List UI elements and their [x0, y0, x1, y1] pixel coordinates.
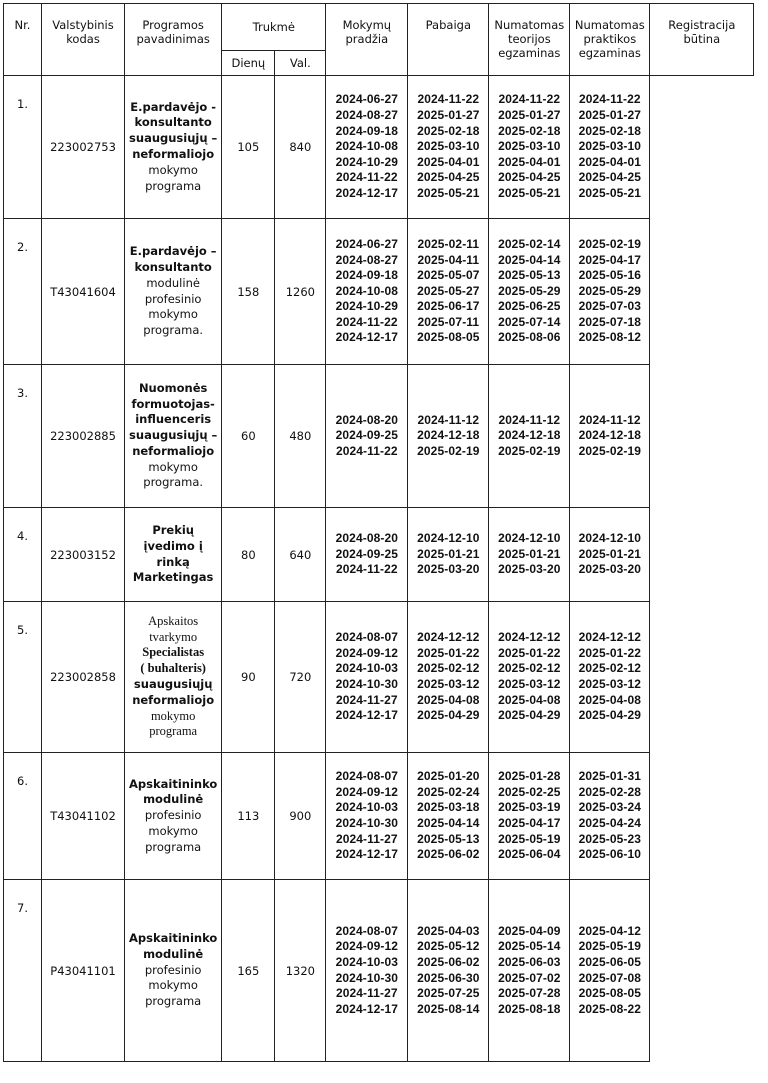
theory-date: 2025-02-19 — [498, 443, 561, 458]
theory-date: 2025-02-14 — [498, 236, 561, 251]
end-date: 2025-03-12 — [417, 677, 480, 691]
end-dates — [408, 602, 489, 753]
practice-date: 2025-04-29 — [578, 708, 642, 723]
practice-date: 2025-01-22 — [578, 645, 642, 660]
registration-cell — [650, 880, 754, 1062]
program-name-line: Specialistas — [142, 645, 205, 660]
program-name — [125, 880, 222, 1062]
start-date: 2024-10-08 — [335, 139, 399, 154]
theory-date: 2025-05-19 — [498, 831, 561, 846]
program-name-line: modulinė — [143, 946, 204, 961]
theory-date: 2025-05-29 — [498, 283, 561, 298]
theory-date: 2025-04-01 — [498, 154, 561, 169]
theory-date: 2025-04-25 — [498, 170, 561, 185]
registration-cell — [650, 219, 754, 365]
theory-date: 2025-02-25 — [498, 784, 561, 799]
end-date: 2025-05-27 — [417, 283, 480, 298]
practice-date: 2025-02-19 — [578, 443, 642, 458]
start-date: 2024-08-20 — [335, 531, 399, 546]
row-number: 2. — [4, 219, 42, 365]
row-number: 3. — [4, 365, 42, 508]
end-dates — [408, 880, 489, 1062]
program-name-line: programa. — [143, 475, 204, 490]
duration-days: 165 — [222, 880, 275, 1062]
start-date: 2024-09-18 — [335, 268, 399, 283]
duration-days: 113 — [222, 753, 275, 880]
theory-dates — [489, 753, 570, 880]
program-name-line: neformaliojo — [132, 147, 215, 161]
duration-hours: 900 — [275, 753, 326, 880]
theory-date: 2025-03-12 — [498, 677, 561, 691]
practice-date: 2025-06-05 — [578, 954, 642, 969]
practice-date: 2024-12-12 — [578, 630, 642, 645]
practice-date: 2025-07-18 — [578, 314, 642, 329]
start-dates — [326, 508, 408, 602]
start-date: 2024-08-07 — [335, 769, 399, 784]
theory-date: 2025-04-08 — [498, 692, 561, 707]
start-date: 2024-11-22 — [335, 443, 398, 458]
program-name-line: Nuomonės — [138, 380, 208, 395]
program-name-line: rinką — [156, 554, 190, 569]
registration-cell — [650, 365, 754, 508]
start-date: 2024-06-27 — [335, 92, 399, 107]
end-date: 2024-12-12 — [417, 630, 480, 645]
practice-date: 2025-04-01 — [578, 154, 642, 169]
end-date: 2025-03-10 — [417, 139, 480, 154]
theory-dates — [489, 365, 570, 508]
end-date: 2025-01-27 — [417, 108, 480, 123]
start-date: 2024-09-18 — [335, 123, 399, 138]
practice-dates — [570, 508, 650, 602]
end-date: 2025-02-24 — [417, 784, 480, 799]
end-date: 2025-04-01 — [417, 154, 480, 169]
row-number: 7. — [4, 880, 42, 1062]
end-date: 2025-08-05 — [417, 330, 480, 345]
start-date: 2024-08-27 — [335, 252, 399, 267]
theory-dates — [489, 76, 570, 219]
start-date: 2024-10-30 — [335, 677, 399, 691]
end-date: 2025-04-14 — [417, 816, 480, 830]
start-date: 2024-10-03 — [335, 954, 399, 969]
end-date: 2025-07-11 — [417, 314, 480, 329]
practice-date: 2024-11-22 — [578, 92, 641, 107]
program-name-line: formuotojas- — [131, 396, 215, 411]
header-registration: Registracija būtina — [650, 4, 754, 76]
practice-date: 2025-01-31 — [578, 769, 642, 784]
end-date: 2025-01-22 — [417, 645, 480, 660]
program-name — [125, 219, 222, 365]
practice-date: 2024-12-10 — [578, 531, 642, 546]
start-date: 2024-10-30 — [335, 970, 399, 985]
start-date: 2024-12-17 — [335, 847, 399, 862]
program-name-line: Marketingas — [132, 570, 214, 585]
registration-cell — [650, 753, 754, 880]
start-date: 2024-11-27 — [335, 831, 398, 846]
start-dates — [326, 880, 408, 1062]
start-date: 2024-09-25 — [335, 428, 399, 443]
practice-date: 2025-05-19 — [578, 939, 642, 954]
theory-date: 2025-07-02 — [498, 970, 561, 985]
header-code: Valstybinis kodas — [42, 4, 125, 76]
practice-date: 2025-07-03 — [578, 299, 642, 314]
practice-date: 2024-12-18 — [578, 428, 642, 443]
practice-date: 2025-02-28 — [578, 784, 642, 799]
header-hours: Val. — [275, 51, 326, 76]
start-dates — [326, 365, 408, 508]
row-number: 6. — [4, 753, 42, 880]
header-practice-exam: Numatomas praktikos egzaminas — [570, 4, 650, 76]
start-dates — [326, 76, 408, 219]
practice-date: 2025-03-20 — [578, 562, 642, 577]
theory-date: 2024-11-22 — [498, 92, 561, 107]
end-date: 2024-12-10 — [417, 531, 480, 546]
duration-days: 158 — [222, 219, 275, 365]
end-date: 2024-11-22 — [417, 92, 480, 107]
end-dates — [408, 76, 489, 219]
theory-date: 2025-04-14 — [498, 252, 561, 267]
table-row — [4, 602, 754, 753]
header-nr: Nr. — [4, 4, 42, 76]
program-name-line: neformaliojo — [132, 443, 215, 458]
header-end: Pabaiga — [408, 4, 489, 76]
program-name-line: mokymo — [148, 307, 198, 322]
duration-hours: 1260 — [275, 219, 326, 365]
start-date: 2024-10-03 — [335, 661, 399, 676]
table-row — [4, 753, 754, 880]
practice-dates — [570, 753, 650, 880]
practice-date: 2025-04-24 — [578, 816, 642, 830]
end-date: 2025-02-12 — [417, 661, 480, 676]
theory-date: 2025-07-14 — [498, 314, 561, 329]
theory-date: 2025-03-20 — [498, 562, 561, 577]
start-date: 2024-11-27 — [335, 986, 398, 1001]
start-date: 2024-10-29 — [335, 299, 399, 314]
start-dates — [326, 219, 408, 365]
program-name-line: programa — [145, 994, 202, 1009]
theory-date: 2025-06-25 — [498, 299, 561, 314]
registration-cell — [650, 602, 754, 753]
end-date: 2025-03-18 — [417, 800, 480, 815]
theory-date: 2024-12-18 — [498, 428, 561, 443]
practice-date: 2025-04-12 — [578, 923, 642, 938]
program-name-line: mokymo — [148, 823, 198, 838]
practice-date: 2025-03-10 — [578, 139, 642, 154]
theory-dates — [489, 508, 570, 602]
theory-date: 2025-01-28 — [498, 769, 561, 784]
end-date: 2025-04-03 — [417, 923, 480, 938]
theory-dates — [489, 880, 570, 1062]
start-date: 2024-08-27 — [335, 108, 399, 123]
theory-date: 2025-04-29 — [498, 708, 561, 723]
program-name-line: mokymo — [148, 459, 198, 474]
practice-date: 2025-03-24 — [578, 800, 642, 815]
practice-date: 2025-06-10 — [578, 847, 642, 862]
duration-days: 105 — [222, 76, 275, 219]
practice-dates — [570, 219, 650, 365]
start-date: 2024-10-29 — [335, 154, 399, 169]
registration-cell — [650, 508, 754, 602]
duration-hours: 1320 — [275, 880, 326, 1062]
end-date: 2025-07-25 — [417, 986, 480, 1001]
theory-date: 2024-11-12 — [498, 412, 561, 427]
program-name-line: konsultanto — [134, 259, 212, 274]
end-date: 2025-06-02 — [417, 954, 480, 969]
practice-dates — [570, 76, 650, 219]
header-days: Dienų — [222, 51, 275, 76]
theory-date: 2025-02-18 — [498, 123, 561, 138]
end-date: 2025-06-02 — [417, 847, 480, 862]
theory-date: 2025-06-04 — [498, 847, 561, 862]
theory-date: 2024-12-12 — [498, 630, 561, 645]
program-name-line: tvarkymo — [149, 629, 198, 644]
duration-hours: 480 — [275, 365, 326, 508]
start-date: 2024-08-20 — [335, 412, 399, 427]
end-date: 2025-04-11 — [417, 252, 480, 267]
start-date: 2024-09-12 — [335, 645, 399, 660]
start-date: 2024-12-17 — [335, 708, 399, 723]
theory-date: 2025-01-27 — [498, 108, 561, 123]
state-code: 223002885 — [42, 365, 125, 508]
program-name-line: programa — [145, 178, 202, 193]
program-name-line: programa. — [143, 323, 204, 338]
practice-dates — [570, 365, 650, 508]
registration-cell — [650, 76, 754, 219]
start-date: 2024-10-08 — [335, 283, 399, 298]
practice-date: 2025-08-22 — [578, 1001, 642, 1016]
practice-date: 2025-02-12 — [578, 661, 642, 676]
end-date: 2025-01-21 — [417, 546, 480, 561]
end-date: 2025-01-20 — [417, 769, 480, 784]
theory-date: 2025-04-09 — [498, 923, 561, 938]
practice-date: 2025-05-23 — [578, 831, 642, 846]
table-row — [4, 508, 754, 602]
practice-date: 2025-03-12 — [578, 677, 642, 691]
theory-dates — [489, 602, 570, 753]
start-date: 2024-10-30 — [335, 816, 399, 830]
practice-date: 2025-04-17 — [578, 252, 642, 267]
practice-date: 2025-07-08 — [578, 970, 642, 985]
theory-date: 2025-02-12 — [498, 661, 561, 676]
practice-date: 2025-04-25 — [578, 170, 642, 185]
duration-days: 90 — [222, 602, 275, 753]
start-date: 2024-11-27 — [335, 692, 398, 707]
program-name-line: suaugusiųjų – — [129, 131, 218, 146]
program-name — [125, 508, 222, 602]
program-name-line: suaugusiųjų — [133, 677, 213, 691]
program-name — [125, 602, 222, 753]
practice-date: 2025-04-08 — [578, 692, 642, 707]
state-code: 223002753 — [42, 76, 125, 219]
practice-date: 2025-08-12 — [578, 330, 642, 345]
start-date: 2024-08-07 — [335, 923, 399, 938]
end-date: 2025-04-08 — [417, 692, 480, 707]
header-program: Programos pavadinimas — [125, 4, 222, 76]
program-name-line: programa — [149, 724, 198, 739]
program-name-line: konsultanto — [134, 115, 212, 130]
end-date: 2025-08-14 — [417, 1001, 480, 1016]
start-dates — [326, 602, 408, 753]
start-date: 2024-11-22 — [335, 562, 398, 577]
start-date: 2024-06-27 — [335, 236, 399, 251]
program-name — [125, 365, 222, 508]
start-date: 2024-08-07 — [335, 630, 399, 645]
program-name-line: modulinė — [143, 792, 204, 807]
end-date: 2024-11-12 — [417, 412, 480, 427]
end-date: 2025-05-13 — [417, 831, 480, 846]
state-code: T43041102 — [42, 753, 125, 880]
program-name-line: mokymo — [148, 162, 198, 177]
theory-date: 2025-08-18 — [498, 1001, 561, 1016]
program-name-line: E.pardavėjo - — [130, 99, 217, 114]
program-name-line: ( buhalteris) — [140, 661, 206, 676]
end-dates — [408, 219, 489, 365]
start-date: 2024-09-12 — [335, 939, 399, 954]
theory-date: 2025-04-17 — [498, 816, 561, 830]
theory-date: 2025-01-21 — [498, 546, 561, 561]
start-date: 2024-09-25 — [335, 546, 399, 561]
end-date: 2025-02-19 — [417, 443, 480, 458]
duration-hours: 720 — [275, 602, 326, 753]
theory-date: 2025-07-28 — [498, 986, 561, 1001]
theory-date: 2025-01-22 — [498, 645, 561, 660]
theory-date: 2024-12-10 — [498, 531, 561, 546]
theory-date: 2025-05-14 — [498, 939, 561, 954]
state-code: T43041604 — [42, 219, 125, 365]
state-code: 223003152 — [42, 508, 125, 602]
program-name-line: profesinio — [144, 808, 202, 823]
practice-date: 2025-02-19 — [578, 236, 642, 251]
row-number: 4. — [4, 508, 42, 602]
start-date: 2024-09-12 — [335, 784, 399, 799]
practice-date: 2025-02-18 — [578, 123, 642, 138]
program-name — [125, 753, 222, 880]
program-name-line: E.pardavėjo – — [129, 244, 217, 259]
start-date: 2024-12-17 — [335, 1001, 399, 1016]
end-date: 2025-03-20 — [417, 562, 480, 577]
table-row — [4, 219, 754, 365]
program-name-line: mokymo — [148, 978, 198, 993]
practice-date: 2025-05-21 — [578, 185, 642, 200]
theory-date: 2025-08-06 — [498, 330, 561, 345]
program-name — [125, 76, 222, 219]
start-date: 2024-11-22 — [335, 170, 398, 185]
row-number: 5. — [4, 602, 42, 753]
end-date: 2025-04-29 — [417, 708, 480, 723]
end-date: 2025-05-07 — [417, 268, 480, 283]
program-name-line: programa — [145, 839, 202, 854]
practice-dates — [570, 880, 650, 1062]
start-date: 2024-12-17 — [335, 185, 399, 200]
header-start: Mokymų pradžia — [326, 4, 408, 76]
end-dates — [408, 365, 489, 508]
end-date: 2024-12-18 — [417, 428, 480, 443]
program-name-line: neformaliojo — [132, 692, 215, 707]
start-date: 2024-10-03 — [335, 800, 399, 815]
end-date: 2025-02-11 — [417, 236, 480, 251]
theory-date: 2025-03-10 — [498, 139, 561, 154]
start-dates — [326, 753, 408, 880]
practice-date: 2024-11-12 — [578, 412, 641, 427]
program-name-line: Apskaitos — [148, 613, 199, 628]
practice-dates — [570, 602, 650, 753]
start-date: 2024-11-22 — [335, 314, 398, 329]
program-name-line: Apskaitininko — [129, 776, 218, 791]
end-date: 2025-02-18 — [417, 123, 480, 138]
schedule-table — [3, 3, 754, 1062]
theory-date: 2025-05-21 — [498, 185, 561, 200]
end-date: 2025-05-12 — [417, 939, 480, 954]
start-date: 2024-12-17 — [335, 330, 399, 345]
state-code: P43041101 — [42, 880, 125, 1062]
state-code: 223002858 — [42, 602, 125, 753]
program-name-line: influenceris — [135, 412, 212, 427]
end-date: 2025-05-21 — [417, 185, 480, 200]
header-duration: Trukmė — [222, 4, 326, 51]
end-date: 2025-06-17 — [417, 299, 480, 314]
header-theory-exam: Numatomas teorijos egzaminas — [489, 4, 570, 76]
table-row — [4, 880, 754, 1062]
program-name-line: Apskaitininko — [129, 931, 218, 945]
program-name-line: įvedimo į — [143, 538, 203, 553]
theory-date: 2025-05-13 — [498, 268, 561, 283]
program-name-line: profesinio — [144, 962, 202, 977]
duration-days: 60 — [222, 365, 275, 508]
end-date: 2025-04-25 — [417, 170, 480, 185]
practice-date: 2025-08-05 — [578, 986, 642, 1001]
theory-date: 2025-03-19 — [498, 800, 561, 815]
duration-days: 80 — [222, 508, 275, 602]
duration-hours: 840 — [275, 76, 326, 219]
practice-date: 2025-01-27 — [578, 108, 642, 123]
program-name-line: suaugusiųjų – — [129, 428, 218, 443]
program-name-line: Prekių — [152, 522, 194, 537]
program-name-line: mokymo — [150, 708, 196, 723]
practice-date: 2025-01-21 — [578, 546, 642, 561]
practice-date: 2025-05-16 — [578, 268, 642, 283]
program-name-line: modulinė — [146, 275, 200, 290]
table-row — [4, 76, 754, 219]
row-number: 1. — [4, 76, 42, 219]
program-name-line: profesinio — [144, 291, 202, 306]
practice-date: 2025-05-29 — [578, 283, 642, 298]
theory-date: 2025-06-03 — [498, 954, 561, 969]
duration-hours: 640 — [275, 508, 326, 602]
end-dates — [408, 508, 489, 602]
theory-dates — [489, 219, 570, 365]
end-date: 2025-06-30 — [417, 970, 480, 985]
end-dates — [408, 753, 489, 880]
table-row — [4, 365, 754, 508]
